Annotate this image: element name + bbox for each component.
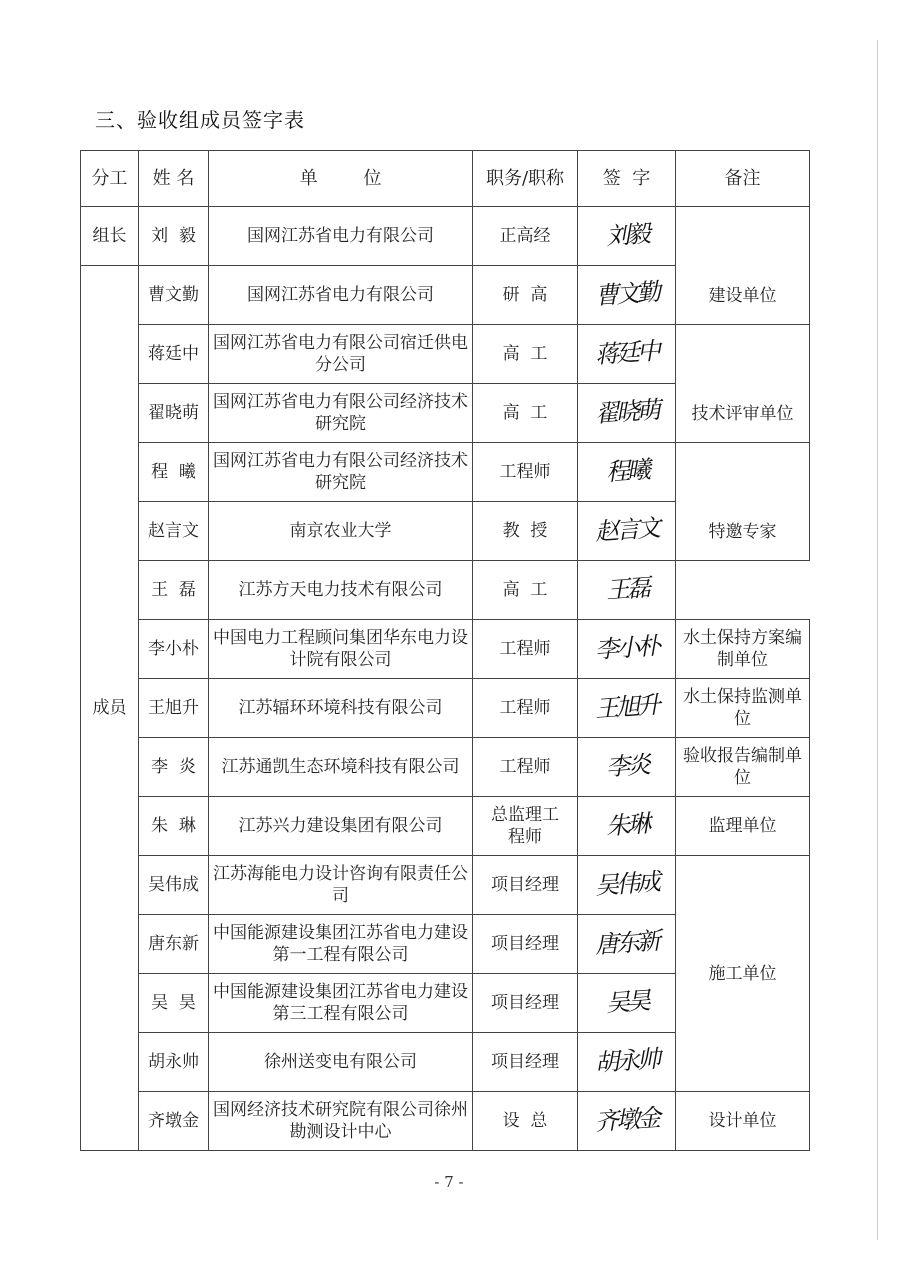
- handwritten-signature: 朱琳: [604, 809, 649, 840]
- remark-supervision: 监理单位: [676, 797, 810, 856]
- member-unit: 江苏海能电力设计咨询有限责任公司: [209, 856, 473, 915]
- member-name: 吴伟成: [139, 856, 209, 915]
- header-row: [81, 151, 810, 207]
- member-unit: 中国电力工程顾问集团华东电力设计院有限公司: [209, 620, 473, 679]
- member-position: 工程师: [473, 443, 578, 502]
- member-position: 设 总: [473, 1092, 578, 1151]
- member-unit: 国网江苏省电力有限公司: [209, 266, 473, 325]
- member-unit: 中国能源建设集团江苏省电力建设第三工程有限公司: [209, 974, 473, 1033]
- member-name: 刘 毅: [139, 207, 209, 266]
- table-row: [81, 325, 810, 384]
- remark-tech-review: 技术评审单位: [676, 325, 810, 443]
- table-row: [81, 679, 810, 738]
- table-row: [81, 561, 810, 620]
- remark-soil-plan: 水土保持方案编制单位: [676, 620, 810, 679]
- member-position: 高 工: [473, 561, 578, 620]
- member-unit: 国网江苏省电力有限公司经济技术研究院: [209, 384, 473, 443]
- remark-design: 设计单位: [676, 1092, 810, 1151]
- member-name: 蒋廷中: [139, 325, 209, 384]
- member-position: 工程师: [473, 620, 578, 679]
- member-position: 项目经理: [473, 856, 578, 915]
- member-signature: [578, 502, 676, 561]
- member-name: 赵言文: [139, 502, 209, 561]
- member-position: 研 高: [473, 266, 578, 325]
- handwritten-signature: 翟晓萌: [594, 395, 659, 428]
- member-name: 唐东新: [139, 915, 209, 974]
- member-unit: 江苏通凯生态环境科技有限公司: [209, 738, 473, 797]
- member-signature: [578, 620, 676, 679]
- member-name: 吴 昊: [139, 974, 209, 1033]
- member-unit: 国网经济技术研究院有限公司徐州勘测设计中心: [209, 1092, 473, 1151]
- member-signature: [578, 738, 676, 797]
- member-name: 翟晓萌: [139, 384, 209, 443]
- member-unit: 江苏兴力建设集团有限公司: [209, 797, 473, 856]
- header-signature: 签 字: [578, 151, 676, 207]
- member-position: 高 工: [473, 325, 578, 384]
- member-signature: [578, 384, 676, 443]
- signature-table: [80, 150, 810, 1151]
- header-position: 职务/职称: [473, 151, 578, 207]
- member-name: 王旭升: [139, 679, 209, 738]
- table-row: [81, 856, 810, 915]
- member-position: 工程师: [473, 738, 578, 797]
- handwritten-signature: 李小朴: [594, 631, 659, 664]
- page-number: - 7 -: [434, 1173, 464, 1191]
- member-signature: [578, 974, 676, 1033]
- member-position: 项目经理: [473, 1033, 578, 1092]
- member-position: 高 工: [473, 384, 578, 443]
- handwritten-signature: 吴伟成: [594, 867, 659, 900]
- member-position: 正高经: [473, 207, 578, 266]
- handwritten-signature: 李炎: [604, 750, 649, 781]
- member-signature: [578, 443, 676, 502]
- member-position: 工程师: [473, 679, 578, 738]
- member-unit: 国网江苏省电力有限公司经济技术研究院: [209, 443, 473, 502]
- table-row: [81, 620, 810, 679]
- member-signature: [578, 325, 676, 384]
- header-name: 姓 名: [139, 151, 209, 207]
- header-remark: 备注: [676, 151, 810, 207]
- member-signature: [578, 1033, 676, 1092]
- header-division: 分工: [81, 151, 139, 207]
- handwritten-signature: 胡永帅: [594, 1044, 659, 1077]
- member-signature: [578, 561, 676, 620]
- member-unit: 江苏方天电力技术有限公司: [209, 561, 473, 620]
- table-row: [81, 443, 810, 502]
- handwritten-signature: 王磊: [604, 573, 649, 604]
- remark-builder: 施工单位: [676, 856, 810, 1092]
- division-leader: 组长: [81, 207, 139, 266]
- member-signature: [578, 1092, 676, 1151]
- member-name: 李 炎: [139, 738, 209, 797]
- handwritten-signature: 齐墩金: [594, 1103, 659, 1136]
- header-unit: 单 位: [209, 151, 473, 207]
- member-name: 李小朴: [139, 620, 209, 679]
- member-name: 程 曦: [139, 443, 209, 502]
- member-signature: [578, 856, 676, 915]
- member-unit: 中国能源建设集团江苏省电力建设第一工程有限公司: [209, 915, 473, 974]
- table-row: [81, 738, 810, 797]
- member-signature: [578, 797, 676, 856]
- member-name: 曹文勤: [139, 266, 209, 325]
- scan-edge-line: [877, 40, 878, 1240]
- member-name: 齐墩金: [139, 1092, 209, 1151]
- handwritten-signature: 唐东新: [594, 926, 659, 959]
- member-unit: 江苏辐环环境科技有限公司: [209, 679, 473, 738]
- member-position: 教 授: [473, 502, 578, 561]
- handwritten-signature: 王旭升: [594, 690, 659, 723]
- remark-report: 验收报告编制单位: [676, 738, 810, 797]
- handwritten-signature: 刘毅: [604, 219, 649, 250]
- handwritten-signature: 程曦: [604, 455, 649, 486]
- member-position: 项目经理: [473, 915, 578, 974]
- member-position: 总监理工程师: [473, 797, 578, 856]
- table-row: [81, 1092, 810, 1151]
- member-name: 朱 琳: [139, 797, 209, 856]
- remark-expert: 特邀专家: [676, 443, 810, 561]
- handwritten-signature: 赵言文: [594, 513, 659, 546]
- member-name: 胡永帅: [139, 1033, 209, 1092]
- member-unit: 国网江苏省电力有限公司宿迁供电分公司: [209, 325, 473, 384]
- member-signature: [578, 679, 676, 738]
- handwritten-signature: 蒋廷中: [594, 336, 659, 369]
- member-unit: 国网江苏省电力有限公司: [209, 207, 473, 266]
- remark-construction: 建设单位: [676, 207, 810, 325]
- member-signature: [578, 266, 676, 325]
- table-row: [81, 207, 810, 266]
- remark-soil-monitor: 水土保持监测单位: [676, 679, 810, 738]
- member-unit: 南京农业大学: [209, 502, 473, 561]
- member-signature: [578, 915, 676, 974]
- table-row: [81, 797, 810, 856]
- member-position: 项目经理: [473, 974, 578, 1033]
- division-member: 成员: [81, 266, 139, 1151]
- handwritten-signature: 吴昊: [604, 986, 649, 1017]
- member-signature: [578, 207, 676, 266]
- member-name: 王 磊: [139, 561, 209, 620]
- section-title: 三、验收组成员签字表: [95, 108, 305, 132]
- handwritten-signature: 曹文勤: [594, 277, 659, 310]
- member-unit: 徐州送变电有限公司: [209, 1033, 473, 1092]
